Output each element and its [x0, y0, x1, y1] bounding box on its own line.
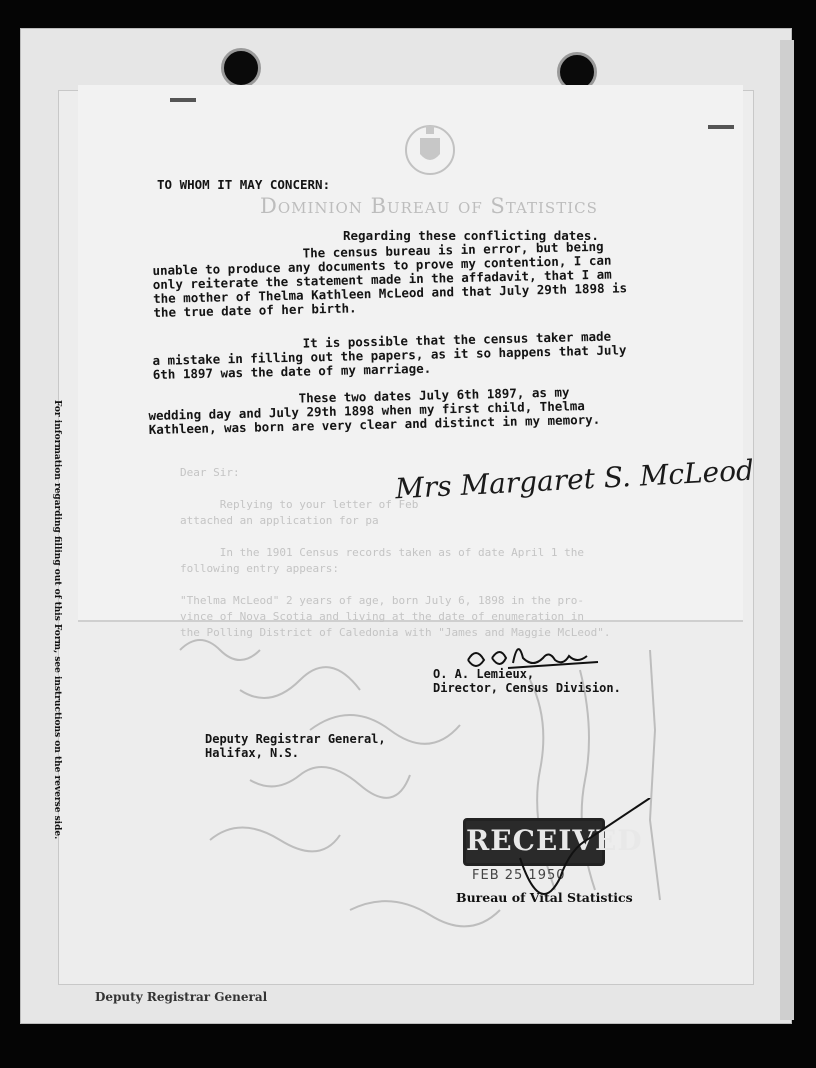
letter-paragraph: The census bureau is in error, but being unable to produce any documents to prove my contention, I can only reiterate the statement made in the affadavit, that I am the mother of Thelma Kathleen McLeod and that July 29th 1898 is the true date of her birth. — [151, 238, 628, 320]
letter-greeting: TO WHOM IT MAY CONCERN: — [157, 177, 331, 192]
stamp-initial-scribble — [500, 798, 660, 908]
stamp-received-label: RECEIVED — [463, 818, 605, 866]
handwritten-signature — [394, 453, 755, 513]
bottom-form-label: Deputy Registrar General — [95, 990, 268, 1004]
form-instruction-note: For information regarding filling out of this Form, see instructions on the reverse side. — [52, 400, 62, 840]
letter-heading: Regarding these conflicting dates. — [343, 228, 599, 243]
letter-paragraph: These two dates July 6th 1897, as my wedding day and July 29th 1898 when my first child, Thelma Kathleen, was born are very clear and distinct in my memory. — [147, 384, 601, 437]
signature-text: Mrs Margaret S. McLeod — [394, 453, 755, 506]
addressee-line: Halifax, N.S. — [205, 746, 299, 760]
coat-of-arms-crest — [404, 120, 456, 180]
staple — [170, 98, 196, 102]
page-edge — [780, 40, 794, 1020]
received-stamp — [456, 818, 660, 918]
addressee-line: Deputy Registrar General, — [205, 732, 386, 746]
underlying-letter-text: Dear Sir: Replying to your letter of Feb attached an application for pa In the 1901 Census records taken as of date April 1 the following entry appears: "Thelma McLeod" 2 years of age, born July 6, 1898 in the pro- vince of Nova Scotia and living at the date of enumeration in the Polling District of Caledonia with "James and Maggie McLeod". — [180, 466, 611, 639]
punch-hole — [221, 48, 261, 88]
stamp-bureau: Bureau of Vital Statistics — [456, 890, 633, 905]
stamp-date: FEB 25 1950 — [472, 868, 566, 883]
staple — [708, 125, 734, 129]
director-title: Director, Census Division. — [433, 681, 621, 695]
letter-paragraph: It is possible that the census taker made a mistake in filling out the papers, as it so happens that July 6th 1897 was the date of my marriage. — [151, 328, 627, 382]
bureau-letterhead: Dominion Bureau of Statistics — [260, 194, 598, 218]
director-name: O. A. Lemieux, — [433, 667, 535, 681]
director-block — [433, 667, 621, 695]
addressee-block — [205, 732, 386, 760]
